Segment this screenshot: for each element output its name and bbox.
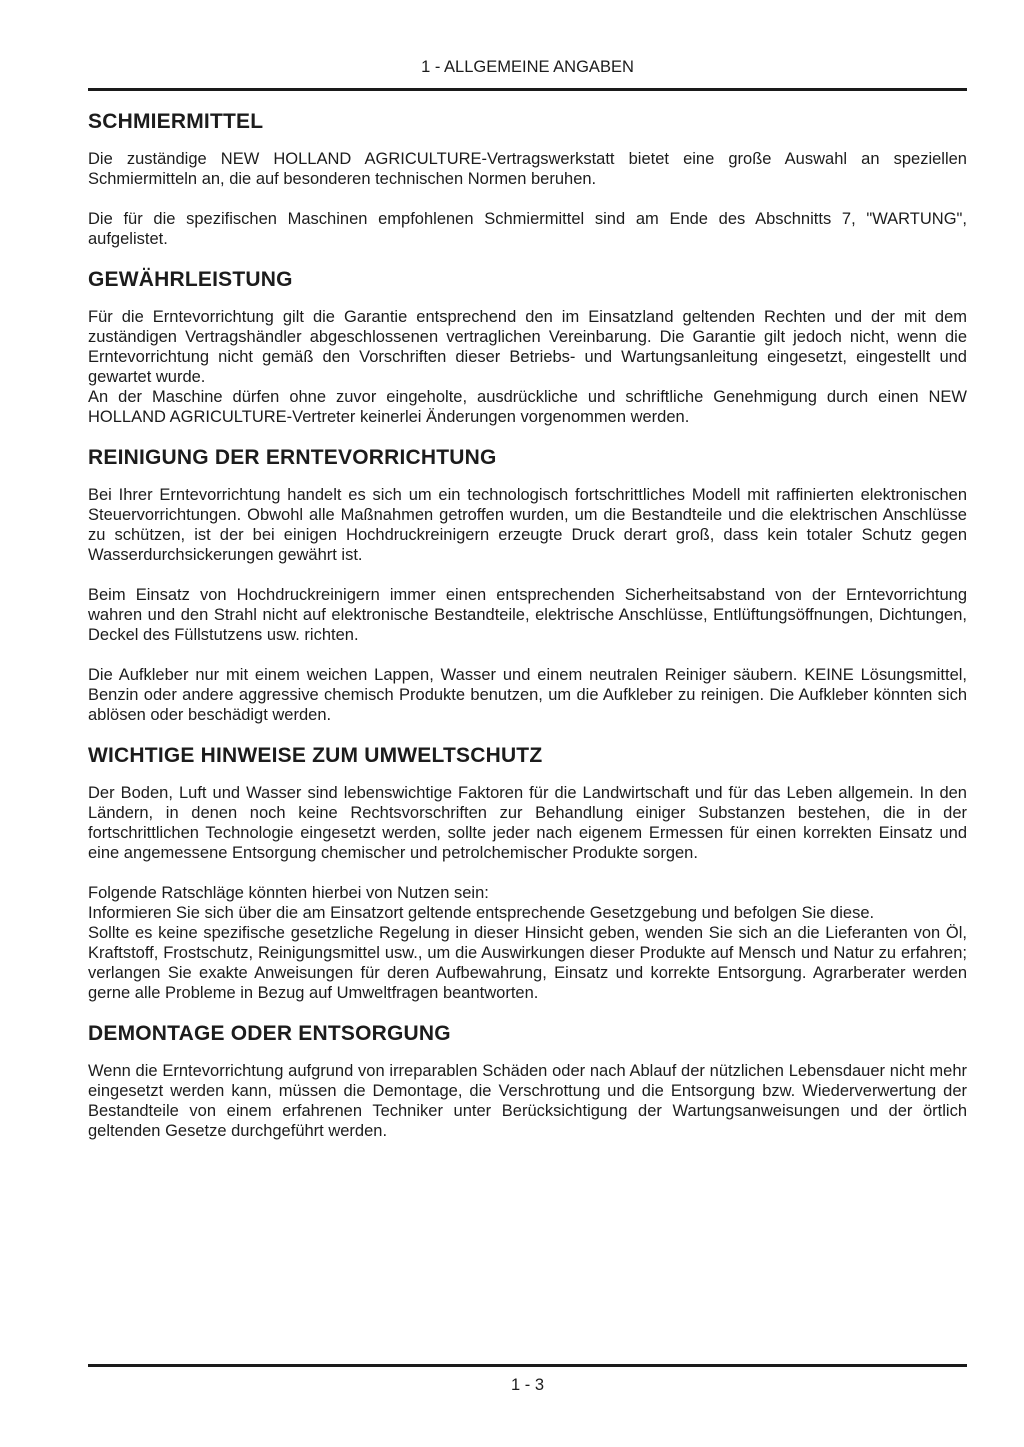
paragraph-line: Der Boden, Luft und Wasser sind lebenswichtige Faktoren für die Landwirtschaft und für das Leben allgemein. In den Ländern, in denen noch keine Rechtsvorschriften zur Behandlung einiger Substanzen bestehen, die in der fortschrittlichen Technologie eingesetzt werden, sollte jeder nach eigenem Ermessen für einen korrekten Einsatz und eine angemessene Entsorgung chemischer und petrolchemischer Produkte sorgen.	[88, 784, 967, 862]
paragraph	[88, 783, 967, 863]
paragraph-line: Beim Einsatz von Hochdruckreinigern immer einen entsprechenden Sicherheitsabstand von der Erntevorrichtung wahren und den Strahl nicht auf elektronische Bestandteile, elektrische Anschlüsse, Entlüftungsöffnungen, Dichtungen, Deckel des Füllstutzens usw. richten.	[88, 586, 967, 644]
paragraph	[88, 485, 967, 565]
paragraph-line: Informieren Sie sich über die am Einsatzort geltende entsprechende Gesetzgebung und befolgen Sie diese.	[88, 904, 875, 922]
paragraph	[88, 307, 967, 427]
heading-demontage: DEMONTAGE ODER ENTSORGUNG	[88, 1022, 451, 1045]
section-umweltschutz	[88, 743, 967, 1003]
heading-umweltschutz: WICHTIGE HINWEISE ZUM UMWELTSCHUTZ	[88, 744, 543, 767]
paragraph	[88, 209, 967, 249]
page-content	[88, 0, 967, 1141]
page-header	[88, 57, 967, 77]
paragraph-line: Folgende Ratschläge könnten hierbei von Nutzen sein:	[88, 884, 489, 902]
paragraph	[88, 1061, 967, 1141]
chapter-title: 1 - ALLGEMEINE ANGABEN	[421, 58, 634, 76]
paragraph-line: Für die Erntevorrichtung gilt die Garantie entsprechend den im Einsatzland geltenden Rechten und der mit dem zuständigen Vertragshändler abgeschlossenen vertraglichen Vereinbarung. Die Garantie gilt jedoch nicht, wenn die Erntevorrichtung nicht gemäß den Vorschriften dieser Betriebs- und Wartungsanleitung eingesetzt, eingestellt und gewartet wurde.	[88, 308, 967, 386]
section-gewaehrleistung	[88, 267, 967, 427]
paragraph	[88, 585, 967, 645]
paragraph-line: An der Maschine dürfen ohne zuvor eingeholte, ausdrückliche und schriftliche Genehmigung durch einen NEW HOLLAND AGRICULTURE-Vertreter keinerlei Änderungen vorgenommen werden.	[88, 388, 967, 426]
section-schmiermittel	[88, 109, 967, 249]
section-demontage	[88, 1021, 967, 1141]
page-footer	[88, 1364, 967, 1395]
paragraph	[88, 883, 967, 1003]
heading-gewaehrleistung: GEWÄHRLEISTUNG	[88, 268, 293, 291]
heading-schmiermittel: SCHMIERMITTEL	[88, 110, 264, 133]
heading-reinigung: REINIGUNG DER ERNTEVORRICHTUNG	[88, 446, 497, 469]
paragraph-line: Die zuständige NEW HOLLAND AGRICULTURE-Vertragswerkstatt bietet eine große Auswahl an speziellen Schmiermitteln an, die auf besonderen technischen Normen beruhen.	[88, 150, 967, 188]
paragraph-line: Sollte es keine spezifische gesetzliche Regelung in dieser Hinsicht geben, wenden Sie sich an die Lieferanten von Öl, Kraftstoff, Frostschutz, Reinigungsmittel usw., um die Auswirkungen dieser Produkte auf Mensch und Natur zu erfahren; verlangen Sie exakte Anweisungen für deren Aufbewahrung, Einsatz und korrekte Entsorgung. Agrarberater werden gerne alle Probleme in Bezug auf Umweltfragen beantworten.	[88, 924, 967, 1002]
footer-rule	[88, 1364, 967, 1367]
paragraph-line: Die Aufkleber nur mit einem weichen Lappen, Wasser und einem neutralen Reiniger säubern. KEINE Lösungsmittel, Benzin oder andere aggressive chemisch Produkte benutzen, um die Aufkleber zu reinigen. Die Aufkleber könnten sich ablösen oder beschädigt werden.	[88, 666, 967, 724]
page-number: 1 - 3	[510, 1376, 545, 1394]
paragraph-line: Die für die spezifischen Maschinen empfohlenen Schmiermittel sind am Ende des Abschnitts 7, "WARTUNG", aufgelistet.	[88, 210, 967, 248]
paragraph-line: Bei Ihrer Erntevorrichtung handelt es sich um ein technologisch fortschrittliches Modell mit raffinierten elektronischen Steuervorrichtungen. Obwohl alle Maßnahmen getroffen wurden, um die Bestandteile und die elektrischen Anschlüsse zu schützen, ist der bei einigen Hochdruckreinigern erzeugte Druck derart groß, dass kein totaler Schutz gegen Wasserdurchsickerungen gewährt ist.	[88, 486, 967, 564]
section-reinigung	[88, 445, 967, 725]
paragraph	[88, 149, 967, 189]
header-rule	[88, 88, 967, 91]
paragraph-line: Wenn die Erntevorrichtung aufgrund von irreparablen Schäden oder nach Ablauf der nützlichen Lebensdauer nicht mehr eingesetzt werden kann, müssen die Demontage, die Verschrottung und die Entsorgung bzw. Wiederverwertung der Bestandteile von einem erfahrenen Techniker unter Berücksichtigung der Wartungsanweisungen und der örtlich geltenden Gesetze durchgeführt werden.	[88, 1062, 967, 1140]
paragraph	[88, 665, 967, 725]
